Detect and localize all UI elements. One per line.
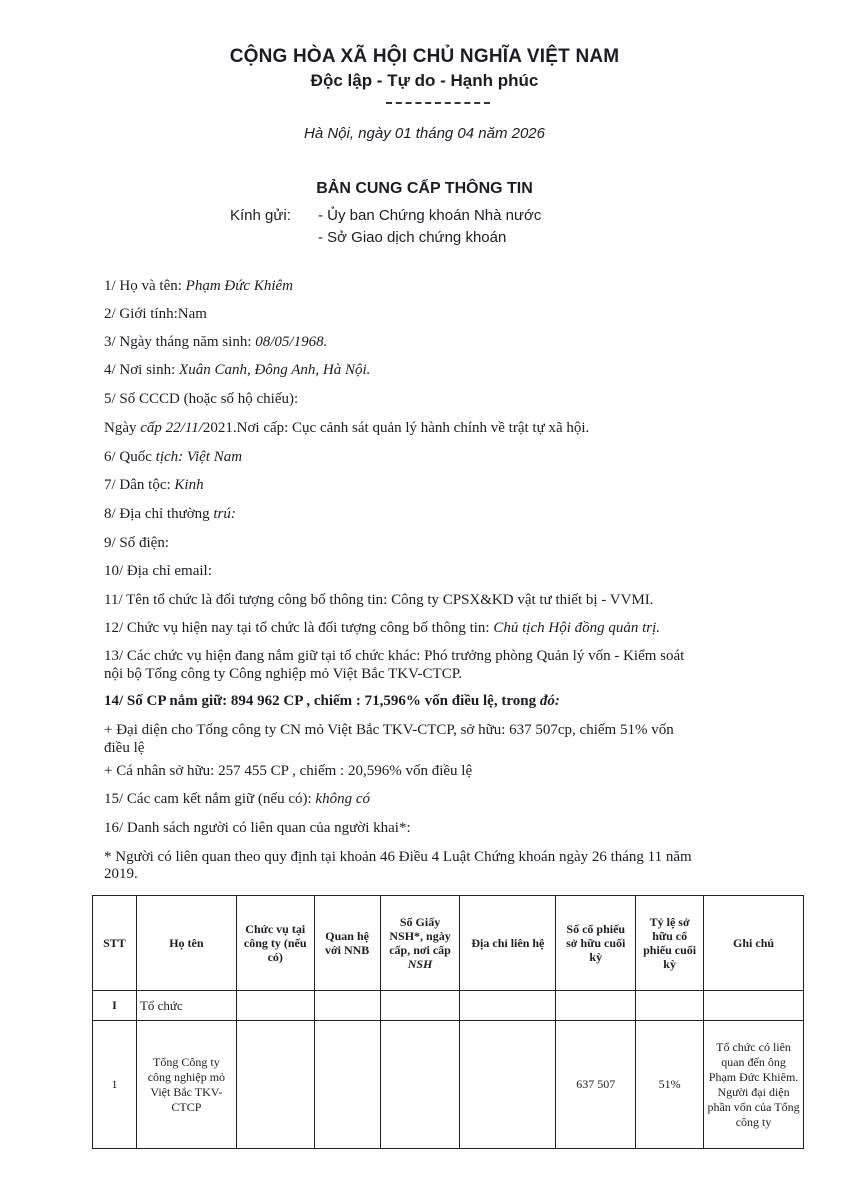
field-shares-representative: + Đại diện cho Tổng công ty CN mỏ Việt Bắc TKV-CTCP, sở hữu: 637 507cp, chiếm 51% vốn [104, 722, 674, 738]
cell-nsh [380, 1021, 460, 1149]
field-value: Phạm Đức Khiêm [185, 278, 293, 294]
field-value: trú: [213, 506, 236, 522]
column-header-ratio: Tỷ lệ sở hữu cổ phiếu cuối kỳ [636, 896, 704, 991]
field-address [104, 506, 236, 523]
related-persons-note: 2019. [104, 866, 138, 882]
column-header-nsh-text: Số Giấy NSH*, ngày cấp, nơi cấp [389, 915, 451, 957]
table-section-row [93, 991, 804, 1021]
header-divider [386, 102, 490, 104]
field-phone: 9/ Số điện: [104, 535, 170, 551]
field-label: 3/ Ngày tháng năm sinh: [104, 334, 252, 350]
field-shares-personal: + Cá nhân sở hữu: 257 455 CP , chiếm : 20,596% vốn điều lệ [104, 763, 473, 779]
related-persons-note: * Người có liên quan theo quy định tại khoản 46 Điều 4 Luật Chứng khoán ngày 26 tháng 11 năm [104, 849, 692, 865]
cell-relation [314, 1021, 380, 1149]
column-header-relation: Quan hệ với NNB [314, 896, 380, 991]
field-label: 6/ Quốc [104, 449, 152, 465]
cell-position [236, 1021, 314, 1149]
field-full-name [104, 278, 293, 295]
field-birth-place [104, 362, 370, 379]
field-label: Ngày [104, 420, 137, 436]
field-label: 15/ Các cam kết nắm giữ (nếu có): [104, 791, 312, 807]
field-birth-date [104, 334, 327, 351]
cell-note: Tổ chức có liên quan đến ông Phạm Đức Khiêm. Người đại diện phần vốn của Tổng công ty [704, 1021, 804, 1149]
empty-cell [704, 991, 804, 1021]
field-value: 08/05/1968. [255, 334, 328, 350]
empty-cell [380, 991, 460, 1021]
column-header-name: Họ tên [136, 896, 236, 991]
cell-ratio: 51% [636, 1021, 704, 1149]
table-row [93, 1021, 804, 1149]
cell-address [460, 1021, 556, 1149]
table-header-row [93, 896, 804, 991]
field-label: 1/ Họ và tên: [104, 278, 182, 294]
cell-stt: 1 [93, 1021, 137, 1149]
field-label: 14/ Số CP nắm giữ: 894 962 CP , chiếm : 71,596% vốn điều lệ, trong [104, 693, 537, 709]
field-value: Xuân Canh, Đông Anh, Hà Nội. [179, 362, 371, 378]
field-value: Kinh [174, 477, 204, 493]
field-related-persons: 16/ Danh sách người có liên quan của người khai*: [104, 820, 411, 836]
field-other-positions: 13/ Các chức vụ hiện đang nắm giữ tại tổ chức khác: Phó trưởng phòng Quản lý vốn - Kiểm soát [104, 648, 685, 664]
cell-name: Tổng Công ty công nghiệp mỏ Việt Bắc TKV-CTCP [136, 1021, 236, 1149]
cell-shares: 637 507 [556, 1021, 636, 1149]
field-value: tịch: Việt Nam [155, 449, 243, 465]
column-header-address: Địa chỉ liên hệ [460, 896, 556, 991]
field-label: 12/ Chức vụ hiện nay tại tổ chức là đối tượng công bố thông tin: [104, 620, 490, 636]
field-shares-held [104, 693, 560, 710]
field-gender: 2/ Giới tính:Nam [104, 306, 207, 322]
field-other-positions: nội bộ Tổng công ty Công nghiệp mỏ Việt Bắc TKV-CTCP. [104, 666, 463, 682]
field-value: 2021.Nơi cấp: Cục cảnh sát quản lý hành chính về trật tự xã hội. [202, 420, 590, 436]
field-label: 8/ Địa chỉ thường [104, 506, 210, 522]
related-persons-table [92, 895, 804, 1149]
field-id-number: 5/ Số CCCD (hoặc số hộ chiếu): [104, 391, 299, 407]
document-title: BẢN CUNG CẤP THÔNG TIN [316, 180, 533, 197]
field-nationality [104, 449, 242, 466]
field-email: 10/ Địa chỉ email: [104, 563, 212, 579]
empty-cell [556, 991, 636, 1021]
section-stt: I [93, 991, 137, 1021]
field-label: 4/ Nơi sinh: [104, 362, 176, 378]
column-header-stt: STT [93, 896, 137, 991]
field-value: Chủ tịch Hội đồng quản trị. [493, 620, 661, 636]
recipient-label: Kính gửi: [230, 207, 291, 224]
field-id-issue [104, 420, 589, 437]
empty-cell [236, 991, 314, 1021]
field-current-position [104, 620, 660, 637]
field-label: 7/ Dân tộc: [104, 477, 171, 493]
column-header-nsh [380, 896, 460, 991]
column-header-nsh-italic: NSH [407, 957, 433, 971]
field-value: cấp 22/11/ [140, 420, 203, 436]
empty-cell [460, 991, 556, 1021]
column-header-position: Chức vụ tại công ty (nếu có) [236, 896, 314, 991]
section-label: Tổ chức [136, 991, 236, 1021]
column-header-note: Ghi chú [704, 896, 804, 991]
empty-cell [636, 991, 704, 1021]
field-ethnicity [104, 477, 204, 494]
nation-heading: CỘNG HÒA XÃ HỘI CHỦ NGHĨA VIỆT NAM [229, 46, 620, 67]
recipient-item: - Sở Giao dịch chứng khoán [318, 229, 507, 246]
field-commitments [104, 791, 370, 808]
motto-heading: Độc lập - Tự do - Hạnh phúc [310, 71, 539, 90]
empty-cell [314, 991, 380, 1021]
field-value: đó: [539, 693, 560, 709]
field-value: không có [315, 791, 370, 807]
recipient-item: - Ủy ban Chứng khoán Nhà nước [318, 207, 542, 224]
field-organization: 11/ Tên tổ chức là đối tượng công bố thông tin: Công ty CPSX&KD vật tư thiết bị - VVMI. [104, 592, 654, 608]
document-date: Hà Nội, ngày 01 tháng 04 năm 2026 [303, 125, 545, 142]
field-shares-representative: điều lệ [104, 740, 145, 756]
column-header-shares: Số cổ phiếu sở hữu cuối kỳ [556, 896, 636, 991]
